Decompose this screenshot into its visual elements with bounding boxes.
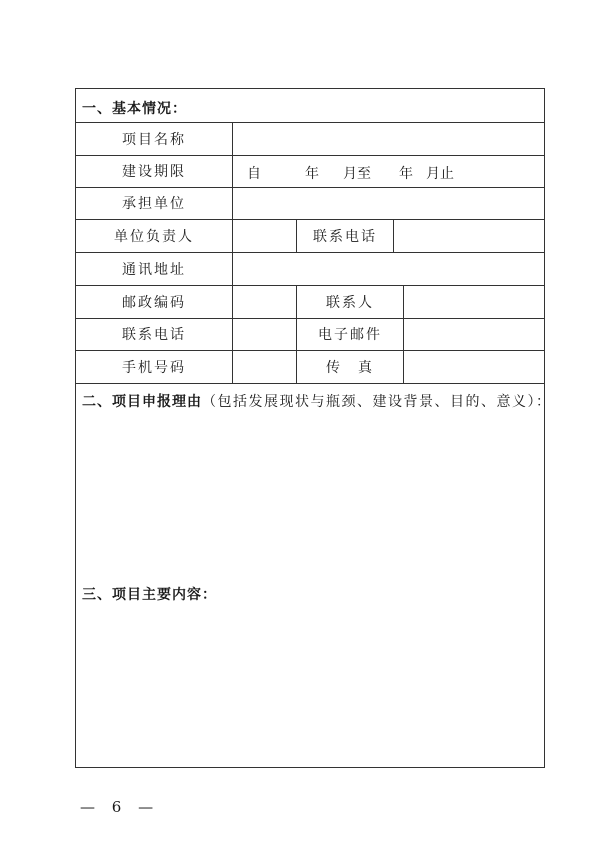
period-year-text: 年 [305, 166, 319, 182]
construction-period-label: 建设期限 [122, 164, 186, 180]
contact-person-label: 联系人 [326, 294, 374, 311]
period-year-end-text: 年 [399, 166, 413, 182]
email-label: 电子邮件 [318, 327, 382, 343]
undertaking-unit-field[interactable] [233, 188, 545, 219]
row-divider [76, 383, 544, 384]
project-name-label: 项目名称 [122, 131, 186, 148]
section-reasons-title [82, 391, 552, 411]
application-form [75, 88, 552, 768]
section-basic-info-title: 一、基本情况： [82, 101, 187, 117]
fax-label: 传 真 [326, 359, 374, 376]
reasons-text-area[interactable] [76, 419, 544, 579]
section-reasons-heading: 二、项目申报理由 [82, 394, 202, 410]
postal-code-field[interactable] [233, 286, 296, 318]
mobile-field[interactable] [233, 351, 296, 383]
contact-person-field[interactable] [404, 286, 545, 318]
email-field[interactable] [404, 319, 545, 350]
period-from-text: 自 [247, 166, 261, 182]
section-reasons-note: （包括发展现状与瓶颈、建设背景、目的、意义）： [202, 394, 552, 410]
mobile-label: 手机号码 [122, 359, 186, 376]
unit-head-field[interactable] [233, 220, 296, 252]
address-field[interactable] [233, 253, 545, 285]
section-content-title: 三、项目主要内容： [82, 587, 217, 603]
contact-phone-field[interactable] [233, 319, 296, 350]
unit-head-label: 单位负责人 [114, 228, 194, 245]
period-month-end-text: 月止 [426, 166, 454, 182]
contact-phone-label: 联系电话 [122, 327, 186, 343]
undertaking-unit-label: 承担单位 [122, 196, 186, 212]
page-number: — 6 — [80, 798, 160, 816]
fax-field[interactable] [404, 351, 545, 383]
construction-period-field[interactable] [233, 156, 545, 187]
postal-code-label: 邮政编码 [122, 294, 186, 311]
content-text-area[interactable] [76, 611, 544, 766]
period-month-to-text: 月至 [343, 166, 371, 182]
project-name-field[interactable] [233, 123, 545, 155]
unit-phone-field[interactable] [394, 220, 545, 252]
unit-phone-label: 联系电话 [313, 228, 377, 245]
address-label: 通讯地址 [122, 261, 186, 278]
